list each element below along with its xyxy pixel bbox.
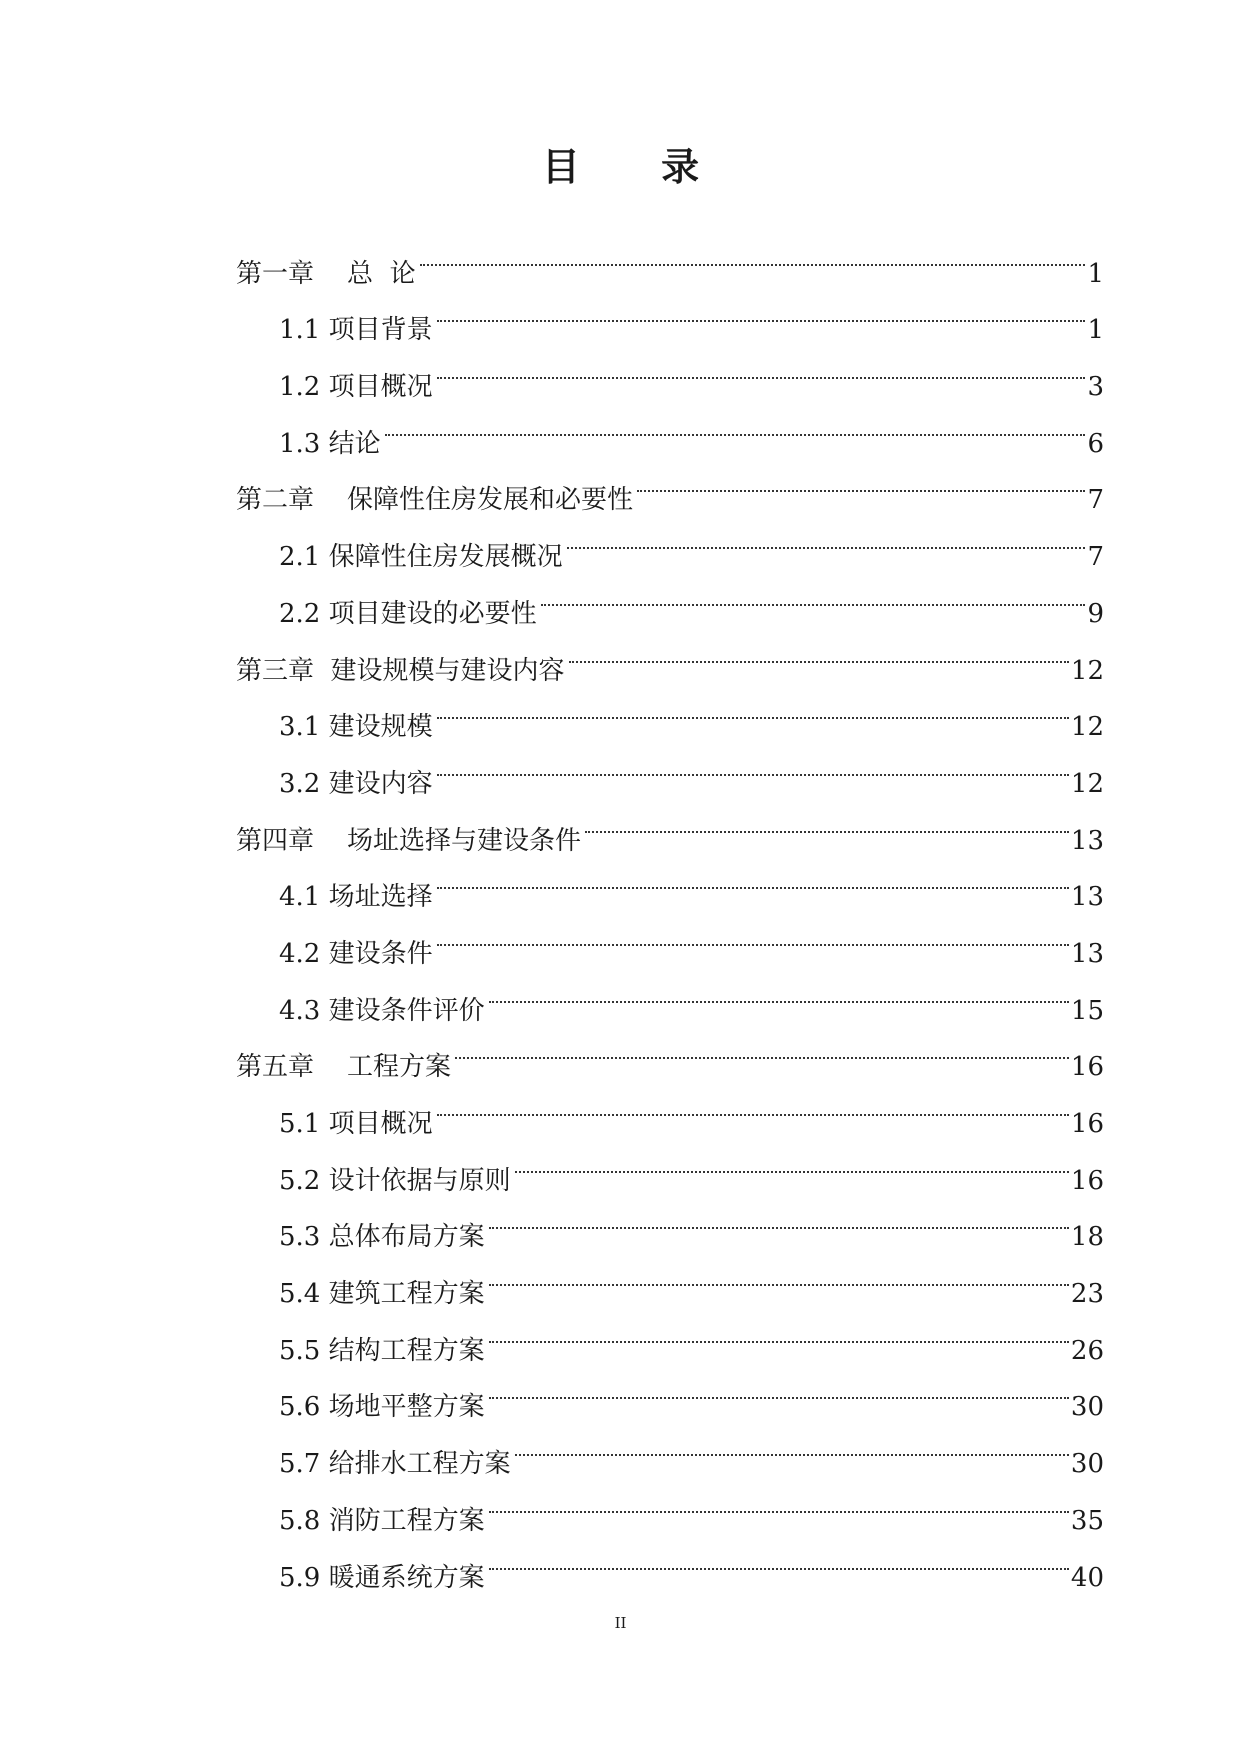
toc-entry-label: 第二章 保障性住房发展和必要性 — [236, 485, 634, 516]
toc-entry-label: 5.7 给排水工程方案 — [279, 1449, 511, 1480]
toc-entry-page: 7 — [1087, 485, 1104, 516]
toc-entry-label: 3.2 建设内容 — [279, 768, 433, 799]
toc-entry-label: 1.1 项目背景 — [279, 315, 433, 346]
toc-entry-page: 18 — [1070, 1222, 1104, 1253]
toc-dot-leader — [437, 679, 1069, 736]
toc-entry-page: 30 — [1070, 1392, 1104, 1423]
toc-dot-leader — [489, 1189, 1069, 1246]
toc-entry-label: 5.6 场地平整方案 — [279, 1392, 485, 1423]
toc-entry-label: 第五章 工程方案 — [236, 1052, 452, 1083]
table-of-contents — [236, 225, 1104, 1593]
toc-entry-page: 15 — [1070, 995, 1104, 1026]
toc-entry-label: 2.2 项目建设的必要性 — [279, 598, 537, 629]
toc-entry-label: 3.1 建设规模 — [279, 712, 433, 743]
toc-dot-leader — [489, 962, 1069, 1019]
toc-entry-page: 40 — [1070, 1562, 1104, 1593]
page-title: 目 录 — [541, 144, 734, 189]
toc-entry-label: 5.9 暖通系统方案 — [279, 1562, 485, 1593]
toc-entry-page: 3 — [1087, 372, 1104, 403]
toc-entry-page: 12 — [1070, 712, 1104, 743]
toc-entry-page: 13 — [1070, 882, 1104, 913]
toc-entry-label: 5.1 项目概况 — [279, 1109, 433, 1139]
toc-dot-leader — [437, 282, 1086, 339]
toc-entry-page: 12 — [1070, 768, 1104, 799]
toc-entry-page: 6 — [1087, 428, 1104, 459]
toc-entry-page: 26 — [1070, 1335, 1104, 1366]
toc-entry-page: 7 — [1087, 542, 1104, 573]
toc-dot-leader — [437, 905, 1069, 962]
toc-dot-leader — [420, 225, 1086, 282]
toc-dot-leader — [385, 395, 1086, 452]
toc-entry-label: 4.3 建设条件评价 — [279, 995, 485, 1026]
toc-entry-label: 2.1 保障性住房发展概况 — [279, 542, 563, 573]
toc-dot-leader — [489, 1529, 1069, 1586]
toc-dot-leader — [569, 622, 1069, 679]
toc-entry-page: 16 — [1070, 1052, 1104, 1083]
toc-dot-leader — [515, 1132, 1069, 1189]
toc-entry-label: 第三章 建设规模与建设内容 — [236, 655, 565, 686]
toc-entry-page: 30 — [1070, 1449, 1104, 1480]
toc-chapter-entry[interactable] — [236, 225, 1104, 289]
toc-entry-page: 23 — [1070, 1279, 1104, 1310]
toc-dot-leader — [489, 1302, 1069, 1359]
toc-entry-page: 12 — [1070, 655, 1104, 686]
toc-dot-leader — [515, 1415, 1069, 1472]
toc-entry-label: 1.3 结论 — [279, 428, 381, 459]
toc-entry-page: 16 — [1070, 1165, 1104, 1196]
toc-entry-page: 16 — [1070, 1109, 1104, 1139]
toc-entry-page: 35 — [1070, 1505, 1104, 1536]
toc-entry-label: 1.2 项目概况 — [279, 372, 433, 403]
toc-dot-leader — [437, 849, 1069, 906]
toc-entry-page: 13 — [1070, 938, 1104, 969]
toc-entry-label: 5.8 消防工程方案 — [279, 1505, 485, 1536]
toc-dot-leader — [489, 1245, 1069, 1302]
toc-entry-page: 1 — [1087, 258, 1104, 289]
toc-entry-label: 5.4 建筑工程方案 — [279, 1279, 485, 1310]
page-number: II — [614, 1614, 627, 1632]
toc-entry-label: 5.5 结构工程方案 — [279, 1335, 485, 1366]
toc-dot-leader — [541, 565, 1086, 622]
toc-entry-label: 5.2 设计依据与原则 — [279, 1165, 511, 1196]
toc-entry-label: 第四章 场址选择与建设条件 — [236, 825, 582, 856]
toc-dot-leader — [437, 735, 1069, 792]
toc-dot-leader — [637, 452, 1085, 509]
toc-entry-label: 5.3 总体布局方案 — [279, 1222, 485, 1253]
toc-entry-label: 4.1 场址选择 — [279, 882, 433, 913]
toc-entry-page: 9 — [1087, 598, 1104, 629]
toc-dot-leader — [567, 508, 1086, 565]
toc-dot-leader — [585, 792, 1069, 849]
toc-dot-leader — [437, 1075, 1069, 1132]
toc-entry-page: 13 — [1070, 825, 1104, 856]
toc-entry-label: 4.2 建设条件 — [279, 938, 433, 969]
toc-entry-label: 第一章 总 论 — [236, 258, 416, 289]
toc-dot-leader — [489, 1359, 1069, 1416]
toc-dot-leader — [437, 338, 1086, 395]
toc-entry-page: 1 — [1087, 315, 1104, 346]
toc-dot-leader — [489, 1472, 1069, 1529]
toc-dot-leader — [455, 1019, 1069, 1076]
